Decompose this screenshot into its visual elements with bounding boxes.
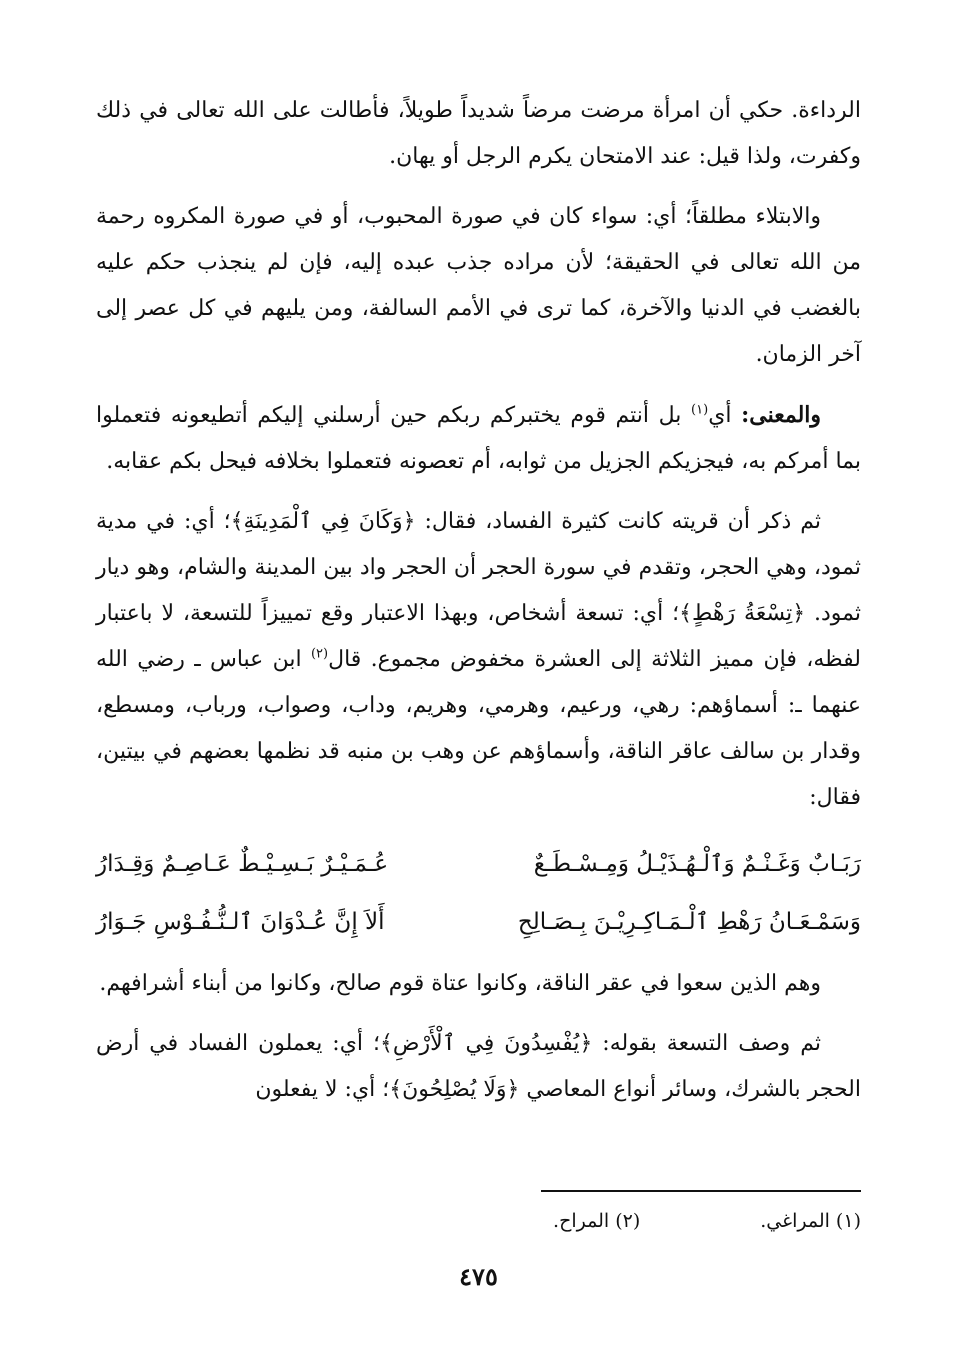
footnote-2: (٢) المراح. xyxy=(553,1210,641,1232)
verse-2-first-hemistich: وَسَمْـعَـانُ رَهْطِ ٱلْـمَـاكِـرِيْـنَ بِـصَـالِحِ xyxy=(517,909,861,935)
paragraph-1-text: الرداءة. حكي أن امرأة مرضت مرضاً شديداً طويلاً، فأطالت على الله تعالى في ذلك وكفرت، ولذا قيل: عند الامتحان يكرم الرجل أو يهان. xyxy=(96,98,861,169)
paragraph-2-text: والابتلاء مطلقاً؛ أي: سواء كان في صورة المحبوب، أو في صورة المكروه رحمة من الله تعالى في الحقيقة؛ لأن مراده جذب عبده إليه، فإن لم ينجذب حكم عليه بالغضب في الدنيا والآخرة، كما ترى في الأمم السالفة، ومن يليهم في كل عصر إلى آخر الزمان. xyxy=(96,204,861,367)
paragraph-3-lead: والمعنى: xyxy=(741,402,822,428)
footnote-ref-1: (١) xyxy=(691,402,709,418)
paragraph-1 xyxy=(96,88,861,180)
poem-verse xyxy=(96,893,861,951)
footnote-divider xyxy=(541,1190,861,1192)
footnote-1: (١) المراغي. xyxy=(760,1210,861,1232)
verse-1-second-hemistich: عُـمَـيْـرٌ بَـسِـيْـطٌ عَـاصِـمٌ وَقِـدَارُ xyxy=(96,851,389,877)
paragraph-5 xyxy=(96,961,861,1007)
verse-1-first-hemistich: رَبَـابٌ وَغَـنْـمٌ وَٱلْـهُـذَيْـلُ وَمِـسْـطَـعٌ xyxy=(533,851,861,877)
footnotes xyxy=(553,1206,861,1236)
paragraph-3-pre: أي xyxy=(708,403,742,428)
poem xyxy=(96,835,861,951)
paragraph-5-text: وهم الذين سعوا في عقر الناقة، وكانوا عتاة قوم صالح، وكانوا من أبناء أشرافهم. xyxy=(99,971,821,996)
paragraph-3 xyxy=(96,392,861,485)
paragraph-4-text-b: ابن عباس ـ رضي الله عنهما ـ: أسماؤهم: رهي، ورعيم، وهرمي، وهريم، وداب، وصواب، ورباب، ومسطع، وقدار بن سالف عاقر الناقة، وأسماؤهم عن وهب بن منبه قد نظمها بعضهم في بيتين، فقال: xyxy=(96,647,861,810)
paragraph-6 xyxy=(96,1021,861,1113)
footnote-ref-2: (٢) xyxy=(310,646,329,662)
paragraph-4-text-a: ثم ذكر أن قريته كانت كثيرة الفساد، فقال: ﴿وَكَانَ فِي ٱلْمَدِينَةِ﴾؛ أي: في مدية ثمود، وهي الحجر، وتقدم في سورة الحجر أن الحجر واد بين المدينة والشام، وهو ديار ثمود. ﴿تِسْعَةُ رَهْطٍ﴾؛ أي: تسعة أشخاص، وبهذا الاعتبار وقع تمييزاً للتسعة، لا باعتبار لفظه، فإن مميز الثلاثة إلى العشرة مخفوض مجموع. قال xyxy=(96,509,861,672)
paragraph-3-text: بل أنتم قوم يختبركم ربكم حين أرسلني إليكم أتطيعونه فتعملوا بما أمركم به، فيجزيكم الجزيل من ثوابه، أم تعصونه فتعملوا بخلافه فيحل بكم عقابه. xyxy=(96,403,861,474)
paragraph-2 xyxy=(96,194,861,378)
book-page xyxy=(96,88,861,1365)
verse-2-second-hemistich: أَلاَ إِنَّ عُـدْوَانَ ٱلـنُّـفُـوْسِ جَـوَارُ xyxy=(96,909,385,935)
paragraph-4 xyxy=(96,499,861,821)
poem-verse xyxy=(96,835,861,893)
paragraph-6-text: ثم وصف التسعة بقوله: ﴿يُفْسِدُونَ فِي ٱلْأَرْضِ﴾؛ أي: يعملون الفساد في أرض الحجر بالشرك، وسائر أنواع المعاصي ﴿وَلَا يُصْلِحُونَ﴾؛ أي: لا يفعلون xyxy=(96,1031,861,1102)
page-number: ٤٧٥ xyxy=(459,1262,498,1291)
